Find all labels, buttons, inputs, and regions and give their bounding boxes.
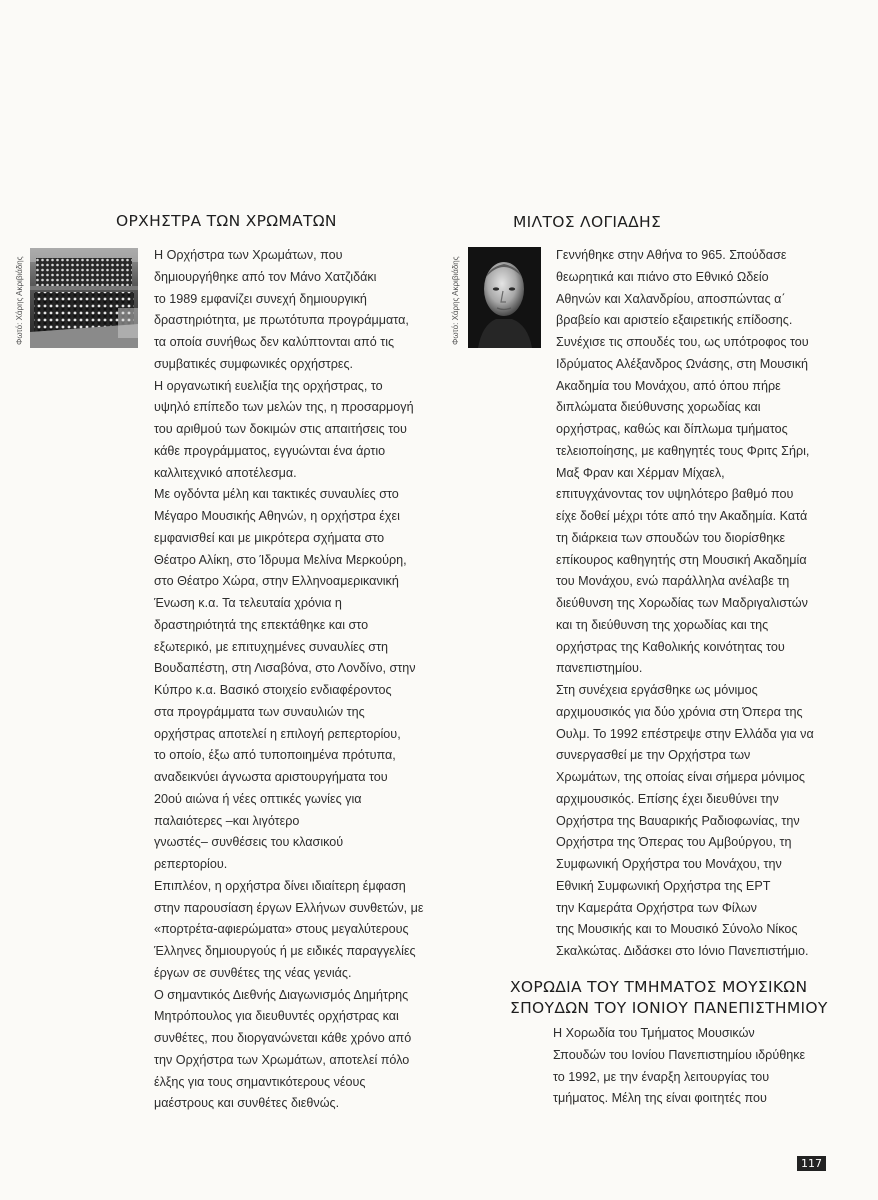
text-line: το οποίο, έξω από τυποποιημένα πρότυπα, bbox=[154, 748, 396, 763]
text-line: Ένωση κ.α. Τα τελευταία χρόνια η bbox=[154, 596, 342, 610]
text-line: κάθε προγράμματος, εγγυώνται ένα άρτιο bbox=[154, 443, 386, 458]
text-line: Μέγαρο Μουσικής Αθηνών, η ορχήστρα έχει bbox=[154, 509, 400, 523]
text-line: Επιπλέον, η ορχήστρα δίνει ιδιαίτερη έμφαση bbox=[154, 878, 406, 893]
conductor-bio-text bbox=[556, 245, 814, 963]
text-line: τμήματος. Μέλη της είναι φοιτητές που bbox=[553, 1091, 767, 1106]
text-line: στο Θέατρο Χώρα, στην Ελληνοαμερικανική bbox=[154, 574, 399, 589]
text-line: ρεπερτορίου. bbox=[154, 857, 228, 871]
orchestra-photo-image bbox=[30, 248, 138, 348]
text-line: Συνέχισε τις σπουδές του, ως υπότροφος του bbox=[556, 335, 809, 349]
text-line: αναδεικνύει άγνωστα αριστουργήματα του bbox=[154, 770, 388, 784]
text-line: Ορχήστρα της Βαυαρικής Ραδιοφωνίας, την bbox=[556, 813, 800, 828]
text-line: Μαξ Φραν και Χέρμαν Μίχαελ, bbox=[556, 465, 725, 480]
text-line: ορχήστρας αποτελεί η επιλογή ρεπερτορίου, bbox=[154, 726, 401, 741]
text-line: αρχιμουσικός. Επίσης έχει διευθύνει την bbox=[556, 791, 779, 806]
text-line: παλαιότερες –και λιγότερο bbox=[154, 813, 300, 828]
text-line: συνθέτες, που διοργανώνεται κάθε χρόνο από bbox=[154, 1031, 412, 1045]
text-line: Σπουδών του Ιονίου Πανεπιστημίου ιδρύθηκε bbox=[553, 1047, 806, 1062]
text-line: πανεπιστημίου. bbox=[556, 661, 643, 676]
text-line: Αθηνών και Χαλανδρίου, αποσπώντας α΄ bbox=[556, 291, 786, 306]
text-line: διπλώματα διεύθυνσης χορωδίας και bbox=[556, 400, 761, 415]
choir-heading-line: ΧΟΡΩΔΙΑ ΤΟΥ ΤΜΗΜΑΤΟΣ ΜΟΥΣΙΚΩΝ bbox=[510, 978, 808, 996]
text-line: Κύπρο κ.α. Βασικό στοιχείο ενδιαφέροντος bbox=[154, 683, 392, 697]
text-line: δραστηριότητά της επεκτάθηκε και στο bbox=[154, 617, 369, 632]
text-line: 20ού αιώνα ή νέες οπτικές γωνίες για bbox=[154, 791, 362, 806]
text-line: Ο σημαντικός Διεθνής Διαγωνισμός Δημήτρης bbox=[154, 987, 409, 1002]
text-line: της Μουσικής και το Μουσικό Σύνολο Νίκος bbox=[556, 922, 798, 937]
text-line: Ουλμ. Το 1992 επέστρεψε στην Ελλάδα για να bbox=[556, 726, 814, 741]
text-line: επιτυγχάνοντας τον υψηλότερο βαθμό που bbox=[556, 487, 794, 502]
text-line: συμβατικές συμφωνικές ορχήστρες. bbox=[154, 356, 354, 371]
text-line: συνεργασθεί με την Ορχήστρα των bbox=[556, 748, 751, 763]
text-line: Συμφωνική Ορχήστρα του Μονάχου, την bbox=[556, 857, 782, 871]
orchestra-photo-credit: Φωτό: Χάρης Ακριβιάδης bbox=[15, 256, 24, 345]
text-line: Χρωμάτων, της οποίας είναι σήμερα μόνιμος bbox=[556, 770, 805, 784]
text-line: ορχήστρας, καθώς και δίπλωμα τμήματος bbox=[556, 422, 788, 436]
text-line: ορχήστρας της Καθολικής κοινότητας του bbox=[556, 639, 785, 654]
text-line: θεωρητικά και πιάνο στο Εθνικό Ωδείο bbox=[556, 269, 769, 284]
text-line: εξωτερικό, με επιτυχημένες συναυλίες στη bbox=[154, 639, 389, 654]
text-line: έλξης για τους σημαντικότερους νέους bbox=[154, 1074, 366, 1089]
text-line: την Ορχήστρα των Χρωμάτων, αποτελεί πόλο bbox=[154, 1052, 410, 1067]
text-line: το 1989 εμφανίζει συνεχή δημιουργική bbox=[154, 291, 367, 306]
text-line: βραβείο και αριστείο εξαιρετικής επίδοσης. bbox=[556, 313, 793, 328]
text-line: υψηλό επίπεδο των μελών της, η προσαρμογή bbox=[154, 400, 414, 415]
conductor-portrait-photo bbox=[468, 247, 541, 348]
choir-heading-line: ΣΠΟΥΔΩΝ ΤΟΥ ΙΟΝΙΟΥ ΠΑΝΕΠΙΣΤΗΜΙΟΥ bbox=[510, 998, 828, 1017]
text-line: Η οργανωτική ευελιξία της ορχήστρας, το bbox=[154, 378, 383, 393]
text-line: Στη συνέχεια εργάσθηκε ως μόνιμος bbox=[556, 683, 758, 697]
text-line: Βουδαπέστη, στη Λισαβόνα, στο Λονδίνο, στην bbox=[154, 661, 416, 676]
text-line: δημιουργήθηκε από τον Μάνο Χατζιδάκι bbox=[154, 269, 377, 284]
orchestra-photo bbox=[30, 248, 138, 348]
text-line: τη διάρκεια των σπουδών του διορίσθηκε bbox=[556, 530, 786, 545]
text-line: Θέατρο Αλίκη, στο Ίδρυμα Μελίνα Μερκούρη, bbox=[154, 552, 407, 567]
text-line: Ακαδημία του Μονάχου, από όπου πήρε bbox=[556, 378, 781, 393]
text-line: Ιδρύματος Αλέξανδρος Ωνάσης, στη Μουσική bbox=[556, 356, 809, 371]
text-line: του αριθμού των δοκιμών στις απαιτήσεις του bbox=[154, 422, 407, 436]
text-line: την Καμεράτα Ορχήστρα των Φίλων bbox=[556, 900, 757, 915]
text-line: μαέστρους και συνθέτες διεθνώς. bbox=[154, 1096, 340, 1111]
text-line: Με ογδόντα μέλη και τακτικές συναυλίες στο bbox=[154, 487, 399, 502]
page-number: 117 bbox=[797, 1156, 826, 1171]
text-line: έργων σε συνθέτες της νέας γενιάς. bbox=[154, 965, 352, 980]
conductor-portrait-image bbox=[468, 247, 541, 348]
text-line: αρχιμουσικός για δύο χρόνια στη Όπερα της bbox=[556, 704, 803, 719]
text-line: δραστηριότητα, με πρωτότυπα προγράμματα, bbox=[154, 313, 409, 328]
text-line: και τη διεύθυνση της χορωδίας και της bbox=[556, 617, 769, 632]
text-line: Η Χορωδία του Τμήματος Μουσικών bbox=[553, 1026, 755, 1040]
text-line: εμφανισθεί και με μικρότερα σχήματα στο bbox=[154, 530, 385, 545]
text-line: διεύθυνση της Χορωδίας των Μαδριγαλιστών bbox=[556, 596, 808, 610]
text-line: τα οποία συνήθως δεν καλύπτονται από τις bbox=[154, 335, 395, 349]
orchestra-text bbox=[154, 245, 424, 1115]
choir-text bbox=[553, 1023, 805, 1110]
orchestra-heading: ΟΡΧΗΣΤΡΑ ΤΩΝ ΧΡΩΜΑΤΩΝ bbox=[116, 212, 337, 230]
text-line: Εθνική Συμφωνική Ορχήστρα της ΕΡΤ bbox=[556, 878, 771, 893]
text-line: Έλληνες δημιουργούς ή με ειδικές παραγγελίες bbox=[154, 944, 416, 958]
choir-heading bbox=[510, 977, 870, 1019]
text-line: του Μονάχου, ενώ παράλληλα ανέλαβε τη bbox=[556, 574, 790, 589]
conductor-heading: ΜΙΛΤΟΣ ΛΟΓΙΑΔΗΣ bbox=[513, 213, 662, 231]
text-line: Μητρόπουλος για διευθυντές ορχήστρας και bbox=[154, 1009, 399, 1024]
portrait-photo-credit: Φωτό: Χάρης Ακριβιάδης bbox=[451, 256, 460, 345]
text-line: στην παρουσίαση έργων Ελλήνων συνθετών, με bbox=[154, 900, 424, 915]
text-line: γνωστές– συνθέσεις του κλασικού bbox=[154, 835, 344, 850]
text-line: είχε δοθεί μέχρι τότε από την Ακαδημία. Κατά bbox=[556, 509, 808, 523]
text-line: επίκουρος καθηγητής στη Μουσική Ακαδημία bbox=[556, 552, 807, 567]
text-line: «πορτρέτα-αφιερώματα» στους μεγαλύτερους bbox=[154, 922, 409, 937]
text-line: τελειοποίησης, με καθηγητές τους Φριτς Σήρι, bbox=[556, 443, 810, 458]
text-line: Η Ορχήστρα των Χρωμάτων, που bbox=[154, 248, 343, 262]
text-line: στα προγράμματα των συναυλιών της bbox=[154, 704, 365, 719]
text-line: καλλιτεχνικό αποτέλεσμα. bbox=[154, 465, 297, 480]
text-line: Ορχήστρα της Όπερας του Αμβούργου, τη bbox=[556, 835, 792, 850]
text-line: το 1992, με την έναρξη λειτουργίας του bbox=[553, 1069, 770, 1084]
text-line: Σκαλκώτας. Διδάσκει στο Ιόνιο Πανεπιστήμιο. bbox=[556, 944, 809, 958]
text-line: Γεννήθηκε στην Αθήνα το 965. Σπούδασε bbox=[556, 248, 787, 262]
